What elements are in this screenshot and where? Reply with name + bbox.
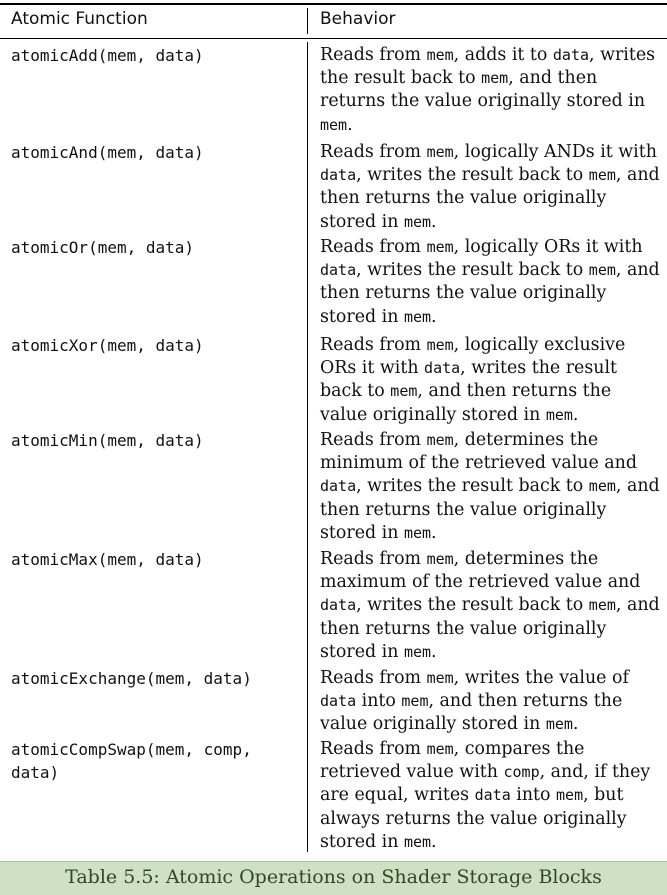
code-term: data [320, 477, 357, 496]
code-term: mem [401, 692, 429, 711]
code-term: mem [403, 307, 432, 326]
code-term: mem [545, 715, 573, 734]
code-term: mem [588, 596, 616, 615]
behavior-description: Reads from mem, logically exclusive ORs it with data, writes the result back to mem, and then returns the value originally stored in mem. [320, 335, 626, 425]
code-term: data [320, 596, 357, 615]
behavior-description: Reads from mem, compares the retrieved value with comp, and, if they are equal, writes data into mem, but always returns the value originally stored in mem. [320, 739, 651, 852]
code-term: mem [588, 261, 616, 280]
behavior-description: Reads from mem, adds it to data, writes the result back to mem, and then returns the value originally stored in mem. [320, 45, 656, 135]
code-term: data [552, 46, 590, 64]
behavior-description: Reads from mem, writes the value of data into mem, and then returns the value originally stored in mem. [320, 668, 629, 735]
code-term: mem [426, 238, 454, 256]
code-term: data [320, 692, 357, 711]
table-header [0, 5, 667, 37]
header-function: Atomic Function [11, 9, 148, 29]
header-behavior: Behavior [320, 9, 396, 29]
code-term: mem [403, 832, 432, 851]
function-signature: atomicMax(mem, data) [11, 550, 204, 569]
behavior-description: Reads from mem, determines the minimum of the retrieved value and data, writes the result back to mem, and then returns the value originally stored in mem. [320, 430, 660, 543]
code-term: mem [588, 477, 616, 496]
code-term: mem [426, 740, 454, 758]
code-term: mem [545, 405, 573, 424]
function-signature: atomicCompSwap(mem, comp, data) [11, 740, 252, 783]
function-signature: atomicOr(mem, data) [11, 238, 195, 257]
code-term: mem [426, 431, 454, 449]
code-term: mem [426, 550, 454, 568]
code-term: mem [403, 523, 432, 542]
header-rule [0, 38, 667, 39]
table-caption: Table 5.5: Atomic Operations on Shader Storage Blocks [65, 866, 602, 888]
behavior-description: Reads from mem, logically ORs it with data, writes the result back to mem, and then returns the value originally stored in mem. [320, 237, 660, 327]
code-term: mem [481, 69, 509, 88]
behavior-description: Reads from mem, logically ANDs it with data, writes the result back to mem, and then returns the value originally stored in mem. [320, 142, 660, 232]
code-term: mem [426, 143, 454, 161]
function-signature: atomicAdd(mem, data) [11, 46, 204, 65]
code-term: mem [426, 669, 454, 687]
code-term: data [320, 261, 357, 280]
function-signature: atomicAnd(mem, data) [11, 143, 204, 162]
behavior-description: Reads from mem, determines the maximum of the retrieved value and data, writes the result back to mem, and then returns the value originally stored in mem. [320, 549, 660, 662]
function-signature: atomicExchange(mem, data) [11, 669, 252, 688]
code-term: mem [403, 642, 432, 661]
code-term: mem [320, 115, 348, 134]
code-term: data [320, 166, 357, 185]
header-column-divider [307, 8, 308, 34]
function-signature: atomicXor(mem, data) [11, 336, 204, 355]
code-term: mem [403, 212, 432, 231]
function-signature: atomicMin(mem, data) [11, 431, 204, 450]
code-term: mem [556, 786, 584, 805]
code-term: mem [390, 382, 418, 401]
code-term: mem [426, 336, 454, 354]
code-term: mem [426, 46, 454, 64]
code-term: comp [503, 763, 540, 782]
code-term: data [424, 359, 461, 378]
code-term: mem [588, 166, 616, 185]
column-divider [307, 42, 308, 852]
code-term: data [474, 786, 511, 805]
